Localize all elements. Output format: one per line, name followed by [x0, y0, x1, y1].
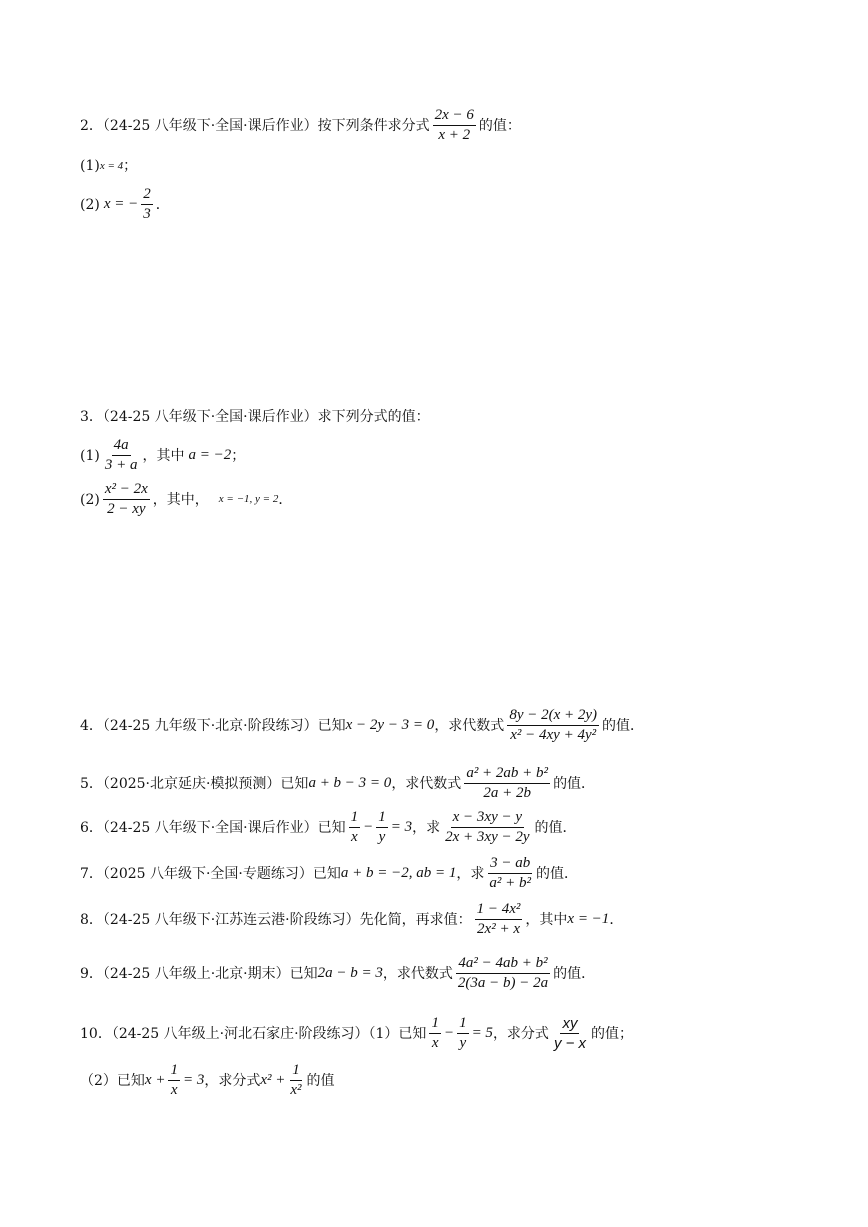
q3-part-1 [80, 438, 245, 473]
q8-mid: ，其中 [525, 911, 568, 928]
q4-numerator: 8y − 2(x + 2y) [507, 708, 599, 726]
q2-fraction [433, 108, 476, 143]
q10-p2-numerator-2: 1 [290, 1063, 302, 1081]
q6-suffix: 的值． [534, 819, 577, 836]
q10-p2-fraction-2 [288, 1063, 303, 1098]
q8-suffix: ． [609, 911, 624, 928]
q5-fraction [464, 766, 550, 801]
question-6 [80, 810, 577, 845]
question-5 [80, 766, 595, 801]
q4-fraction [507, 708, 599, 743]
q2-p2-label: (2) [80, 196, 100, 213]
q6-minus: − [363, 819, 374, 835]
q10-fraction-b [457, 1016, 469, 1051]
q5-suffix: 的值． [553, 775, 596, 792]
q4-condition: x − 2y − 3 = 0 [345, 717, 435, 733]
q10-p2-expr: x² + [260, 1072, 286, 1088]
q9-suffix: 的值． [553, 965, 596, 982]
q10-suffix: 的值； [591, 1025, 634, 1042]
q7-suffix: 的值． [536, 865, 579, 882]
question-4 [80, 708, 644, 743]
question-2-stem [80, 108, 521, 143]
q3-p1-denominator: 3 + a [104, 457, 138, 473]
q3-p2-mid: ，其中， [152, 491, 209, 508]
q3-p2-denominator: 2 − xy [107, 501, 146, 517]
q10-denominator: y − x [553, 1035, 587, 1052]
q6-numerator: x − 3xy − y [451, 810, 524, 828]
q2-p1-label: (1) [80, 158, 100, 174]
q10-a-denominator: x [431, 1035, 439, 1051]
q2-p2-end: ． [155, 196, 170, 213]
q3-p2-fraction [103, 482, 150, 517]
q10-fraction [552, 1016, 588, 1051]
q9-fraction [456, 956, 550, 991]
q8-denominator: 2x² + x [477, 921, 520, 937]
q10-p2-numerator: 1 [168, 1063, 180, 1081]
q3-part-2 [80, 482, 292, 517]
q9-denominator: 2(3a − b) − 2a [457, 975, 549, 991]
q10-p2-x: x + [144, 1072, 166, 1088]
q6-mid: ，求 [412, 819, 441, 836]
q10-p2-prefix: （2）已知 [80, 1072, 145, 1089]
q6-b-denominator: y [378, 829, 386, 845]
q10-equals: = 5 [471, 1025, 493, 1041]
question-10-part-1 [80, 1016, 633, 1051]
question-8 [80, 902, 623, 937]
question-9 [80, 956, 595, 991]
q7-numerator: 3 − ab [488, 856, 532, 874]
q10-mid: ，求分式 [492, 1025, 549, 1042]
q8-numerator: 1 − 4x² [475, 902, 523, 920]
q3-p2-end: ． [278, 491, 293, 508]
q7-denominator: a² + b² [489, 875, 532, 891]
q10-a-numerator: 1 [429, 1016, 441, 1034]
q8-fraction [475, 902, 523, 937]
q2-p2-denominator: 3 [143, 206, 151, 222]
q3-p1-numerator: 4a [112, 438, 131, 456]
q2-p2-math: x = − [103, 196, 139, 212]
q4-mid: ，求代数式 [434, 717, 505, 734]
q10-numerator: xy [562, 1015, 578, 1032]
q3-p2-math: x = −1, y = 2 [218, 493, 279, 505]
q10-p2-mid: ，求分式 [204, 1072, 261, 1089]
q6-a-numerator: 1 [349, 810, 361, 828]
q5-condition: a + b − 3 = 0 [308, 775, 392, 791]
q7-prefix: 7．（2025 八年级下·全国·专题练习）已知 [80, 865, 341, 882]
q10-p2-suffix: 的值 [306, 1072, 335, 1089]
q6-fraction [443, 810, 531, 845]
q6-b-numerator: 1 [376, 810, 388, 828]
q10-p2-denominator-2: x² [290, 1082, 302, 1098]
q3-p1-end: ； [231, 447, 246, 464]
q3-p2-numerator: x² − 2x [103, 482, 150, 500]
q6-prefix: 6．（24-25 八年级下·全国·课后作业）已知 [80, 819, 346, 836]
q10-b-numerator: 1 [457, 1016, 469, 1034]
q4-denominator: x² − 4xy + 4y² [510, 727, 597, 743]
q10-p2-fraction [168, 1063, 180, 1098]
q3-p1-math: a = −2 [188, 447, 232, 463]
q3-p1-fraction [103, 438, 140, 473]
q10-p2-denominator: x [170, 1082, 178, 1098]
q2-p1-end: ； [123, 158, 138, 174]
q5-numerator: a² + 2ab + b² [464, 766, 550, 784]
q9-prefix: 9．（24-25 八年级上·北京·期末）已知 [80, 965, 318, 982]
q10-minus: − [443, 1025, 455, 1041]
q6-fraction-a [349, 810, 361, 845]
q7-mid: ，求 [456, 865, 485, 882]
question-10-part-2 [80, 1063, 335, 1098]
question-7 [80, 856, 578, 891]
q2-p2-fraction [141, 187, 153, 222]
q7-condition: a + b = −2, ab = 1 [340, 865, 457, 881]
q2-part-1 [80, 159, 137, 173]
q2-fraction-numerator: 2x − 6 [433, 108, 476, 126]
q10-prefix: 10．（24-25 八年级上·河北石家庄·阶段练习）（1）已知 [80, 1025, 427, 1042]
q2-p2-numerator: 2 [141, 187, 153, 205]
q4-prefix: 4．（24-25 九年级下·北京·阶段练习）已知 [80, 717, 346, 734]
q10-fraction-a [429, 1016, 441, 1051]
q3-p1-mid: ，其中 [142, 447, 185, 464]
q9-condition: 2a − b = 3 [317, 965, 383, 981]
q2-fraction-denominator: x + 2 [438, 127, 471, 143]
q7-fraction [487, 856, 533, 891]
q2-p1-math: x = 4 [99, 159, 124, 172]
q2-part-2 [80, 187, 170, 222]
q8-condition: x = −1 [567, 911, 610, 927]
q8-prefix: 8．（24-25 八年级下·江苏连云港·阶段练习）先化简，再求值： [80, 911, 472, 928]
q5-prefix: 5．（2025·北京延庆·模拟预测）已知 [80, 775, 309, 792]
q6-a-denominator: x [351, 829, 358, 845]
q6-fraction-b [376, 810, 388, 845]
q9-mid: ，求代数式 [382, 965, 453, 982]
q9-numerator: 4a² − 4ab + b² [456, 956, 549, 974]
q6-denominator: 2x + 3xy − 2y [445, 829, 530, 845]
question-3-stem [80, 410, 430, 424]
q2-prefix: 2．（24-25 八年级下·全国·课后作业）按下列条件求分式 [80, 117, 430, 134]
q6-equals: = 3 [390, 819, 413, 835]
q5-mid: ，求代数式 [391, 775, 462, 792]
q3-p2-label: (2) [80, 491, 100, 508]
q10-b-denominator: y [459, 1035, 467, 1051]
q3-prefix: 3．（24-25 八年级下·全国·课后作业）求下列分式的值： [80, 409, 430, 425]
q5-denominator: 2a + 2b [483, 785, 531, 801]
q10-p2-equals: = 3 [182, 1072, 205, 1088]
q4-suffix: 的值． [602, 717, 645, 734]
q2-suffix: 的值： [478, 117, 521, 134]
q3-p1-label: (1) [80, 447, 100, 464]
